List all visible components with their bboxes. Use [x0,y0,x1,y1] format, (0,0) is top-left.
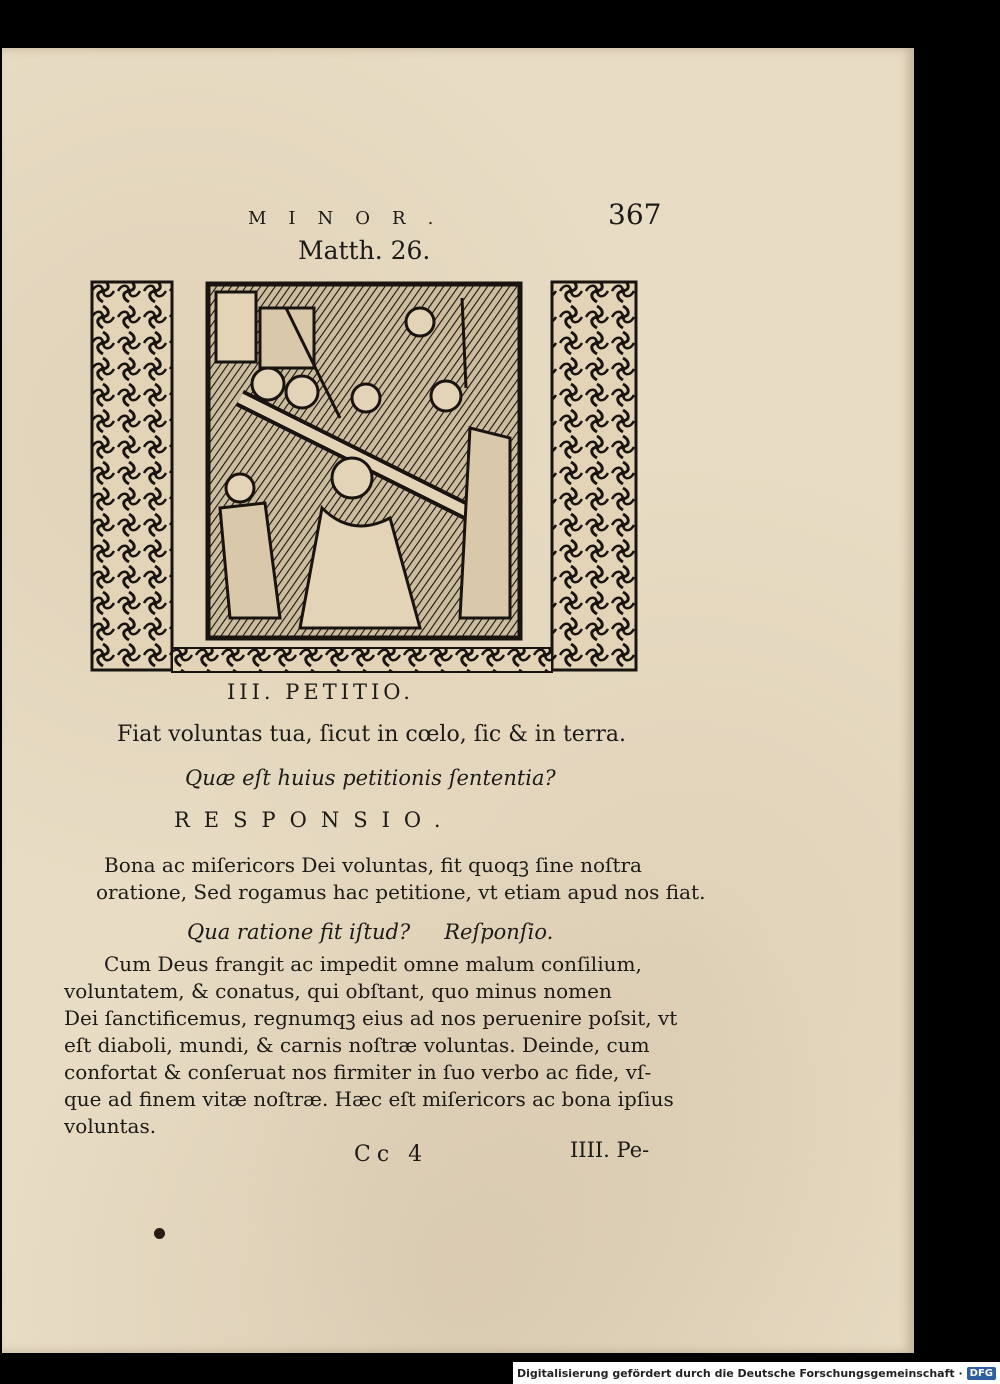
response-heading: RESPONSIO. [174,808,455,832]
scripture-reference: Matth. 26. [298,236,431,265]
page-number: 367 [608,198,662,231]
answer-1-line: oratione, Sed rogamus hac petitione, vt etiam apud nos fiat. [96,880,706,904]
answer-2-line: voluntas. [64,1114,157,1138]
woodcut-illustration [90,278,640,674]
answer-2-line: Cum Deus frangit ac impedit omne malum conſilium, [104,952,642,976]
answer-2-line: que ad finem vitæ noſtræ. Hæc eſt miſericors ac bona ipſius [64,1087,674,1111]
signature-mark: Cc 4 [354,1142,429,1167]
ink-spot [154,1228,165,1239]
answer-2-line: voluntatem, & conatus, qui obſtant, quo minus nomen [64,979,612,1003]
question-1: Quæ eſt huius petitionis ſententia? [185,766,556,790]
answer-2-line: Dei ſanctificemus, regnumqꝫ eius ad nos peruenire poſsit, vt [64,1006,678,1030]
question-2-response: Reſponſio. [444,920,554,944]
petition-text: Fiat voluntas tua, ſicut in cœlo, ſic & in terra. [117,722,626,747]
book-page [2,48,914,1353]
answer-2-line: eſt diaboli, mundi, & carnis noſtræ voluntas. Deinde, cum [64,1033,650,1057]
running-title: MINOR. [248,208,456,229]
question-2-text: Qua ratione fit iſtud? [187,920,411,944]
answer-1-line: Bona ac miſericors Dei voluntas, fit quoqꝫ ſine noſtra [104,853,642,877]
digitization-banner [513,1362,1000,1384]
petition-heading: III. PETITIO. [227,680,414,704]
answer-2 [64,951,678,1140]
question-2 [187,920,553,944]
answer-1 [96,852,706,906]
digitization-note: Digitalisierung gefördert durch die Deutsche Forschungsgemeinschaft · [516,1366,963,1380]
catchword: IIII. Pe- [570,1138,650,1162]
answer-2-line: confortat & conſeruat nos firmiter in ſuo verbo ac fide, vſ- [64,1060,652,1084]
dfg-logo-icon: DFG [967,1367,996,1380]
